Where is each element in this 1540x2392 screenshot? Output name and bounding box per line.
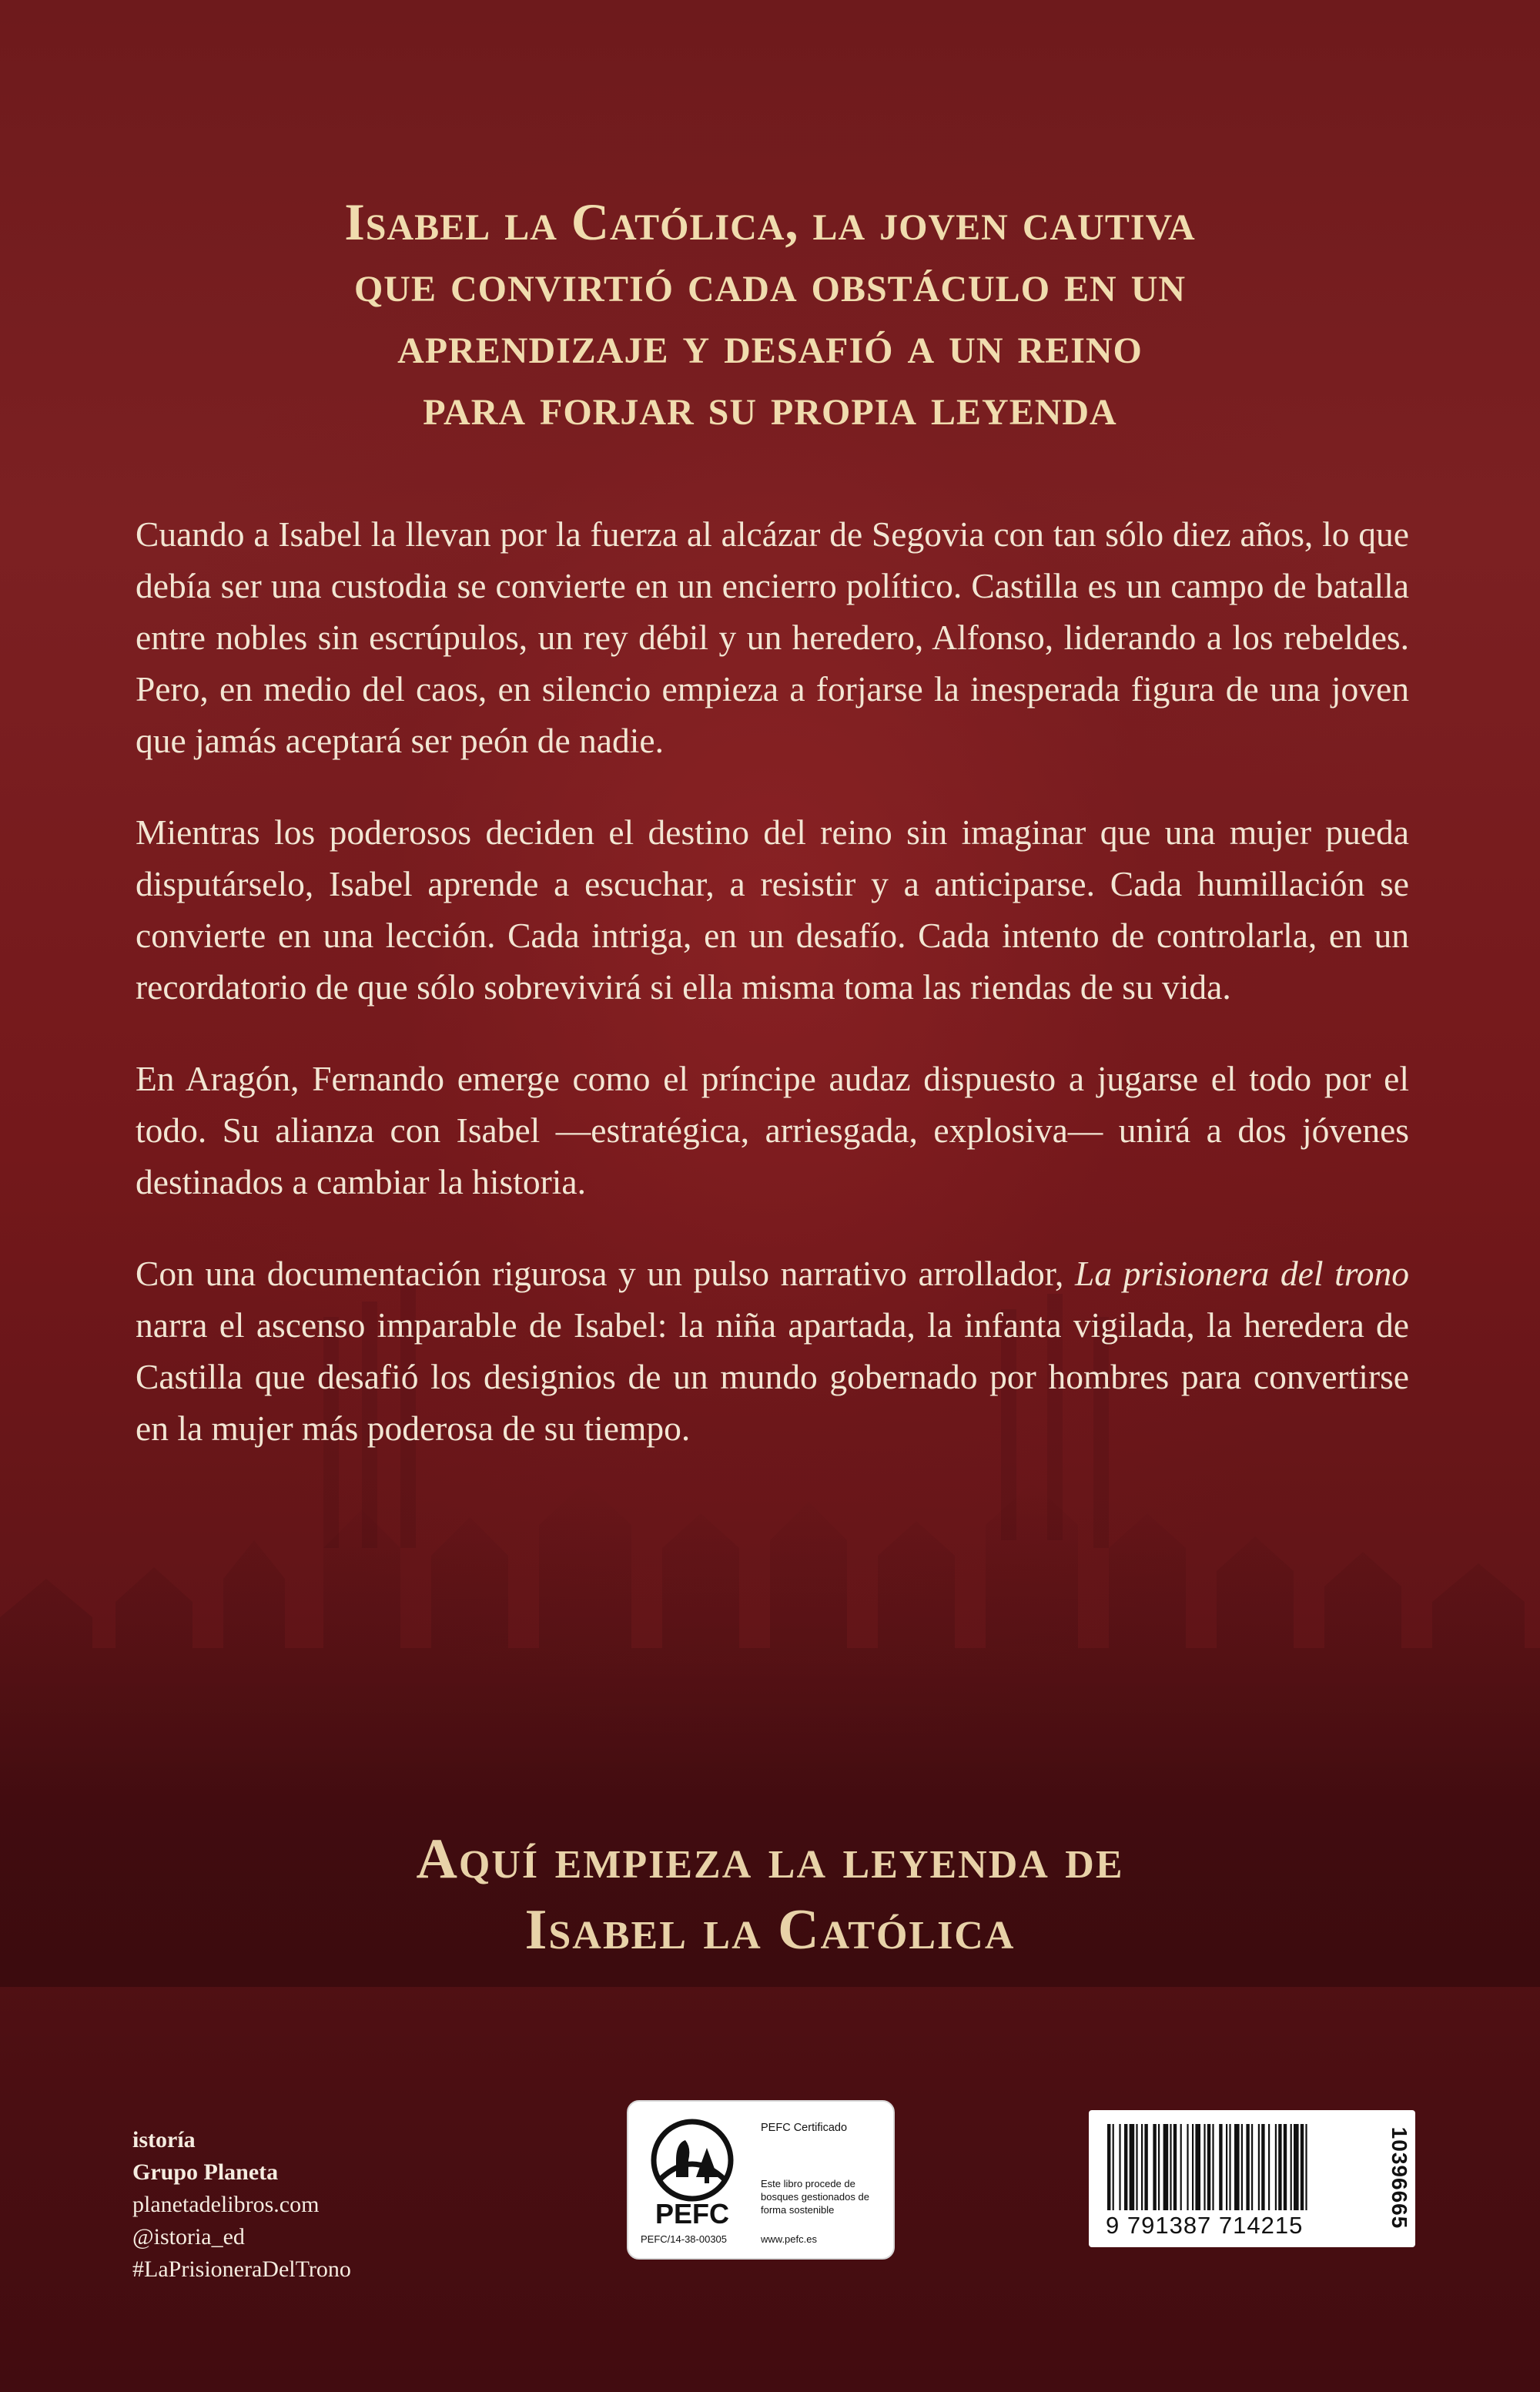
pefc-website: www.pefc.es [761, 2233, 817, 2245]
pefc-certified-text: PEFC Certificado [761, 2122, 848, 2134]
barcode-bar [1251, 2124, 1253, 2210]
isbn-barcode [1089, 2110, 1415, 2247]
pefc-certification-label [627, 2100, 895, 2260]
barcode-bar [1107, 2124, 1110, 2210]
blurb-paragraph-final [136, 1248, 1409, 1454]
pefc-license-code: PEFC/14-38-00305 [641, 2233, 728, 2245]
pefc-sustainability-note: Este libro procede de bosques gestionados de forma sostenible [761, 2178, 869, 2216]
publisher-website: planetadelibros.com [132, 2192, 320, 2217]
publisher-imprint [132, 2124, 351, 2286]
barcode-bar [1305, 2124, 1307, 2210]
book-title-italic: La prisionera del trono [1075, 1254, 1409, 1293]
barcode-bar [1284, 2124, 1287, 2210]
barcode-bar [1258, 2124, 1260, 2210]
barcode-bar [1212, 2124, 1214, 2210]
blurb-heading-line: Isabel la Católica, la joven cautiva [344, 193, 1196, 251]
internal-product-code: 10396665 [1388, 2111, 1411, 2245]
blurb-heading-line: para forjar su propia leyenda [423, 377, 1117, 436]
barcode-bar [1113, 2124, 1114, 2210]
barcode-bar [1124, 2124, 1127, 2210]
closing-tagline-line: Aquí empieza la leyenda de [416, 1828, 1124, 1891]
isbn-digits: 9 791387 714215 [1106, 2212, 1304, 2239]
barcode-bar [1173, 2124, 1177, 2210]
barcode-bar [1229, 2124, 1230, 2210]
barcode-bar [1275, 2124, 1277, 2210]
barcode-bar [1234, 2124, 1240, 2210]
barcode-bar [1294, 2124, 1299, 2210]
barcode-bar [1141, 2124, 1143, 2210]
barcode-bar [1261, 2124, 1264, 2210]
pefc-tree-logo-icon [638, 2117, 747, 2231]
blurb-paragraph: Cuando a Isabel la llevan por la fuerza al alcázar de Segovia con tan sólo diez años, lo que debía ser una custodia se convierte en un encierro político. Castilla es un campo de batalla entre nobles sin escrúpulos, un rey débil y un heredero, Alfonso, liderando a los rebeldes. Pero, en medio del caos, en silencio empieza a forjarse la inesperada figura de una joven que jamás aceptará ser peón de nadie. [136, 514, 1409, 760]
barcode-bars [1106, 2124, 1368, 2210]
social-handle: @istoria_ed [132, 2224, 245, 2250]
blurb-paragraph: En Aragón, Fernando emerge como el príncipe audaz dispuesto a jugarse el todo por el todo. Su alianza con Isabel —estratégica, arriesgada, explosiva— unirá a dos jóvenes destinados a cambiar la historia. [136, 1059, 1409, 1201]
barcode-bar [1291, 2124, 1292, 2210]
barcode-bar [1207, 2124, 1210, 2210]
barcode-bar [1195, 2124, 1200, 2210]
barcode-bar [1130, 2124, 1135, 2210]
barcode-bar [1119, 2124, 1120, 2210]
barcode-bar [1278, 2124, 1281, 2210]
pefc-logo-text: PEFC [654, 2198, 730, 2230]
barcode-bar [1204, 2124, 1205, 2210]
blurb-body [136, 508, 1409, 1494]
barcode-bar [1170, 2124, 1171, 2210]
blurb-heading-line: que convirtió cada obstáculo en un [353, 254, 1187, 313]
closing-tagline-line: Isabel la Católica [524, 1898, 1016, 1962]
blurb-heading-line: aprendizaje y desafió a un reino [397, 316, 1143, 374]
barcode-bar [1158, 2124, 1160, 2210]
barcode-bar [1219, 2124, 1222, 2210]
publisher-name: Grupo Planeta [132, 2159, 279, 2185]
barcode-bar [1163, 2124, 1169, 2210]
blurb-paragraph: Mientras los poderosos deciden el destino del reino sin imaginar que una mujer pueda disputárselo, Isabel aprende a escuchar, a resistir y a anticiparse. Cada humillación se convierte en una lección. Cada intriga, en un desafío. Cada intento de controlarla, en un recordatorio de que sólo sobrevivirá si ella misma toma las riendas de su vida. [136, 812, 1409, 1007]
blurb-heading [177, 191, 1363, 437]
barcode-bar [1301, 2124, 1304, 2210]
closing-tagline [154, 1824, 1386, 1965]
barcode-bar [1268, 2124, 1270, 2210]
barcode-bar [1144, 2124, 1147, 2210]
final-paragraph-start: Con una documentación rigurosa y un pulso narrativo arrollador, [136, 1254, 1076, 1293]
imprint-name: istoría [132, 2127, 196, 2152]
barcode-bar [1246, 2124, 1249, 2210]
barcode-bar [1226, 2124, 1227, 2210]
barcode-bar [1187, 2124, 1188, 2210]
barcode-bar [1241, 2124, 1243, 2210]
hashtag: #LaPrisioneraDelTrono [132, 2256, 351, 2282]
barcode-bar [1153, 2124, 1156, 2210]
barcode-bar [1136, 2124, 1137, 2210]
barcode-bar [1180, 2124, 1182, 2210]
final-paragraph-end: narra el ascenso imparable de Isabel: la niña apartada, la infanta vigilada, la heredera de Castilla que desafió los designios de un mundo gobernado por hombres para convertirse en la mujer más poderosa de su tiempo. [136, 1305, 1409, 1448]
barcode-bar [1192, 2124, 1194, 2210]
